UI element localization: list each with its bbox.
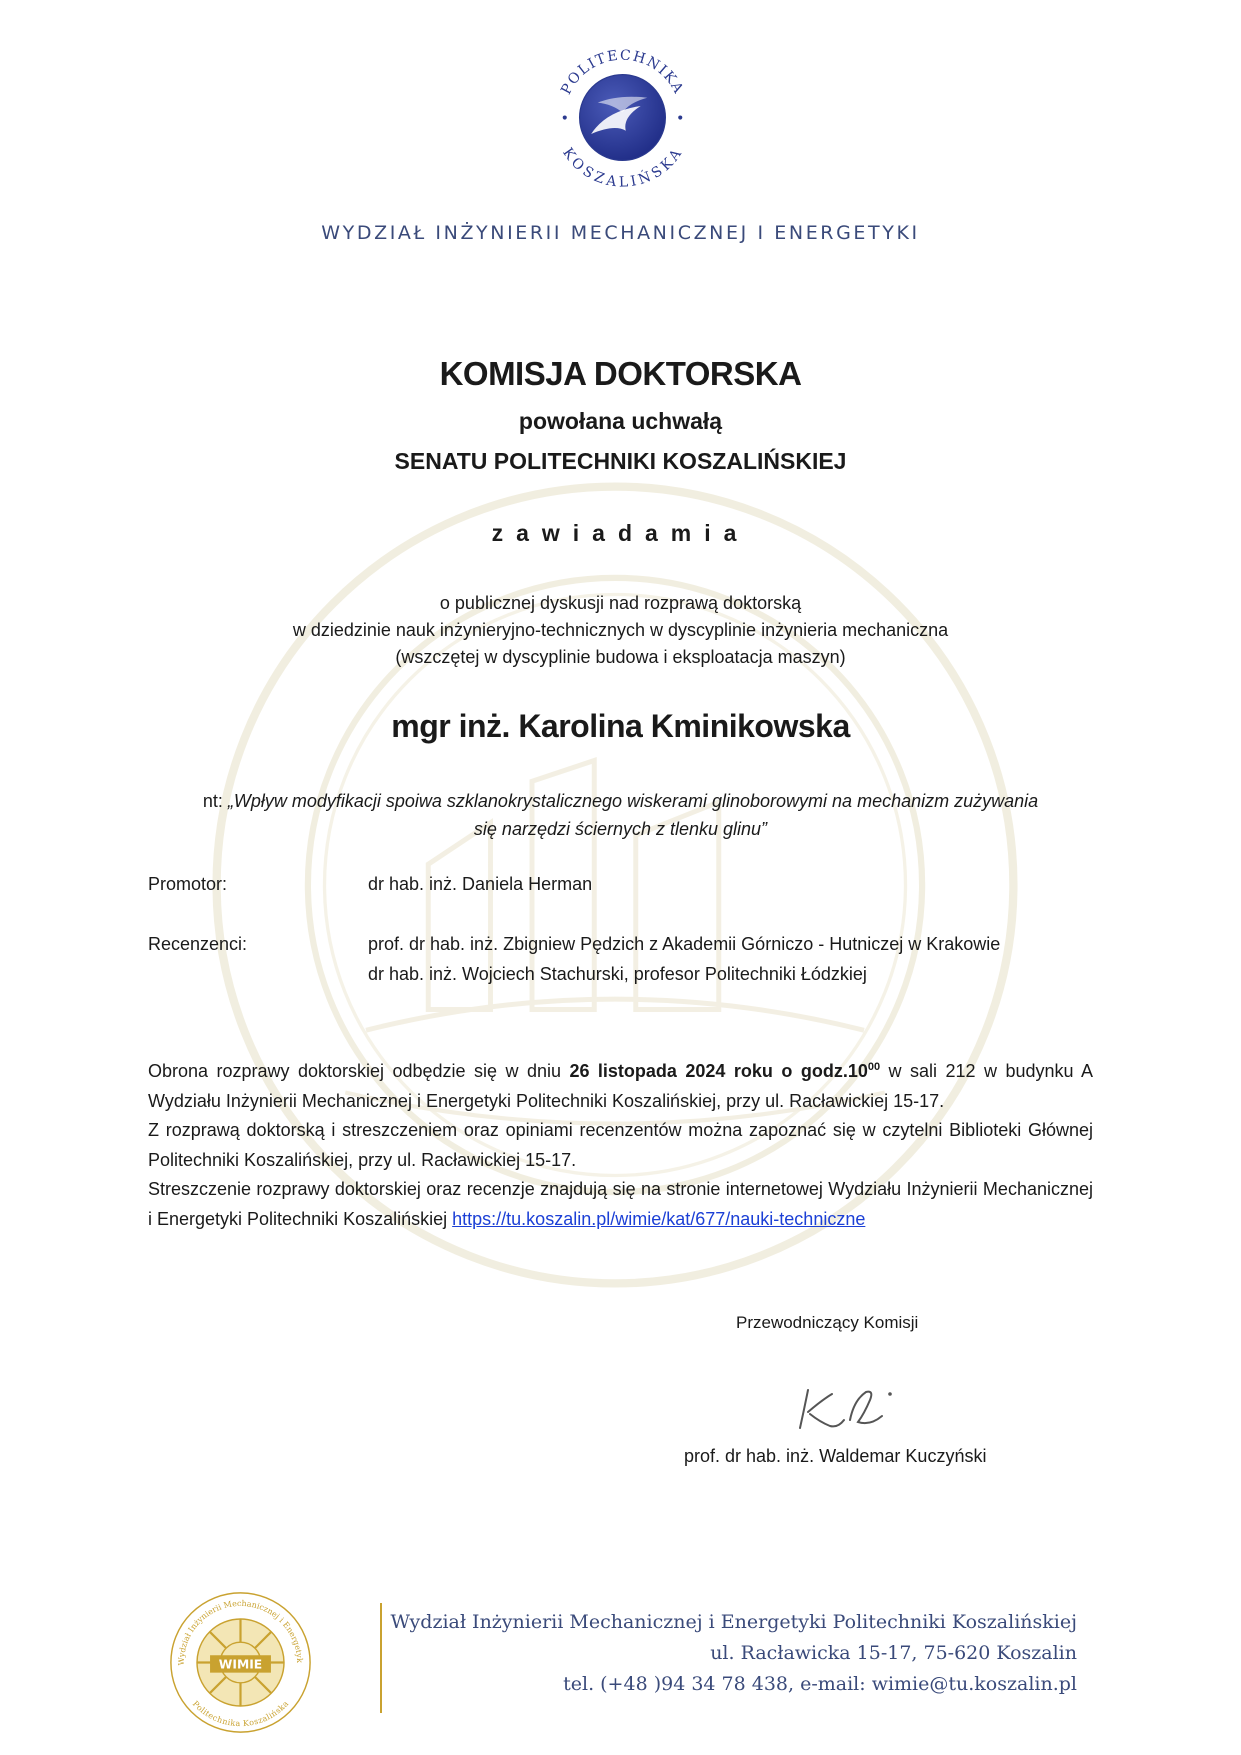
topic-line: się narzędzi ściernych z tlenku glinu” <box>473 819 768 839</box>
wimie-logo-icon <box>168 1590 313 1735</box>
defense-date: 26 listopada 2024 roku o $godz.10^{00}$ <box>569 1061 881 1081</box>
promotor-name: dr hab. inż. Daniela Herman <box>368 874 593 894</box>
dissertation-topic <box>0 787 1241 843</box>
chairman-label: Przewodniczący Komisji <box>736 1313 919 1332</box>
footer-address: ul. Racławicka 15-17, 75-620 Koszalin <box>710 1642 1077 1664</box>
chairman-name: prof. dr hab. inż. Waldemar Kuczyński <box>684 1446 987 1466</box>
topic-line: „Wpływ modyfikacji spoiwa szklanokrystalicznego wiskerami glinoborowymi na mechanizm zużywania <box>227 791 1039 811</box>
website-paragraph: Streszczenie rozprawy doktorskiej oraz recenzje znajdują się na stronie internetowej Wydziału Inżynierii Mechanicznej i Energetyki Politechniki Koszalińskiej https://tu.koszalin.pl/wimie/kat/677/nauki-techniczne <box>148 1179 1093 1229</box>
footer-divider <box>380 1603 382 1713</box>
logo-ring-text: POLITECHNIKA <box>558 47 687 98</box>
promotor-label: Promotor: <box>148 874 228 894</box>
website-link[interactable]: https://tu.koszalin.pl/wimie/kat/677/nauki-techniczne <box>452 1208 866 1229</box>
handwritten-signature <box>770 1370 930 1445</box>
wimie-logo-text: WIMIE <box>218 1657 263 1672</box>
svg-text:Politechnika Koszalińska: Politechnika Koszalińska <box>190 1699 291 1729</box>
defense-details <box>148 1053 1093 1234</box>
reviewer-name: prof. dr hab. inż. Zbigniew Pędzich z Akademii Górniczo - Hutniczej w Krakowie <box>368 934 1001 954</box>
university-seal-icon <box>540 35 705 200</box>
faculty-header: WYDZIAŁ INŻYNIERII MECHANICZNEJ I ENERGETYKI <box>321 222 920 244</box>
topic-prefix: nt: <box>202 791 228 811</box>
reviewer-name: dr hab. inż. Wojciech Stachurski, profesor Politechniki Łódzkiej <box>368 964 867 984</box>
description-block <box>0 590 1241 671</box>
candidate-name: mgr inż. Karolina Kminikowska <box>391 708 850 744</box>
reading-room-paragraph: Z rozprawą doktorską i streszczeniem oraz opiniami recenzentów można zapoznać się w czytelni Biblioteki Głównej Politechniki Koszalińskiej, przy ul. Racławickiej 15-17. <box>148 1120 1093 1170</box>
svg-text:Wydział Inżynierii Mechaniczne: Wydział Inżynierii Mechanicznej i Energetyk <box>176 1598 305 1666</box>
description-line: o publicznej dyskusji nad rozprawą doktorską <box>439 593 802 613</box>
notifies-heading: zawiadamia <box>491 520 750 546</box>
description-line: (wszczętej w dyscyplinie budowa i eksploatacja maszyn) <box>395 647 846 667</box>
reviewers-label: Recenzenci: <box>148 934 248 954</box>
page-title: KOMISJA DOKTORSKA <box>439 355 802 392</box>
footer-faculty: Wydział Inżynierii Mechanicznej i Energetyki Politechniki Koszalińskiej <box>390 1611 1077 1633</box>
footer-phone-email: tel. (+48 )94 34 78 438, e-mail: wimie@tu.koszalin.pl <box>563 1673 1077 1695</box>
description-line: w dziedzinie nauk inżynieryjno-technicznych w dyscyplinie inżynieria mechaniczna <box>292 620 949 640</box>
subtitle-senate: SENATU POLITECHNIKI KOSZALIŃSKIEJ <box>394 448 847 474</box>
subtitle-appointed: powołana uchwałą <box>518 408 723 434</box>
defense-paragraph: Obrona rozprawy doktorskiej odbędzie się w dniu 26 listopada 2024 roku o $godz.10^{00}$ w sali 212 w budynku A Wydziału Inżynierii Mechanicznej i Energetyki Politechniki Koszalińskiej, przy ul. Racławickiej 15-17. <box>148 1061 1093 1111</box>
footer-contact <box>390 1607 1077 1700</box>
logo-ring-text-bottom: KOSZALIŃSKA <box>559 145 686 191</box>
